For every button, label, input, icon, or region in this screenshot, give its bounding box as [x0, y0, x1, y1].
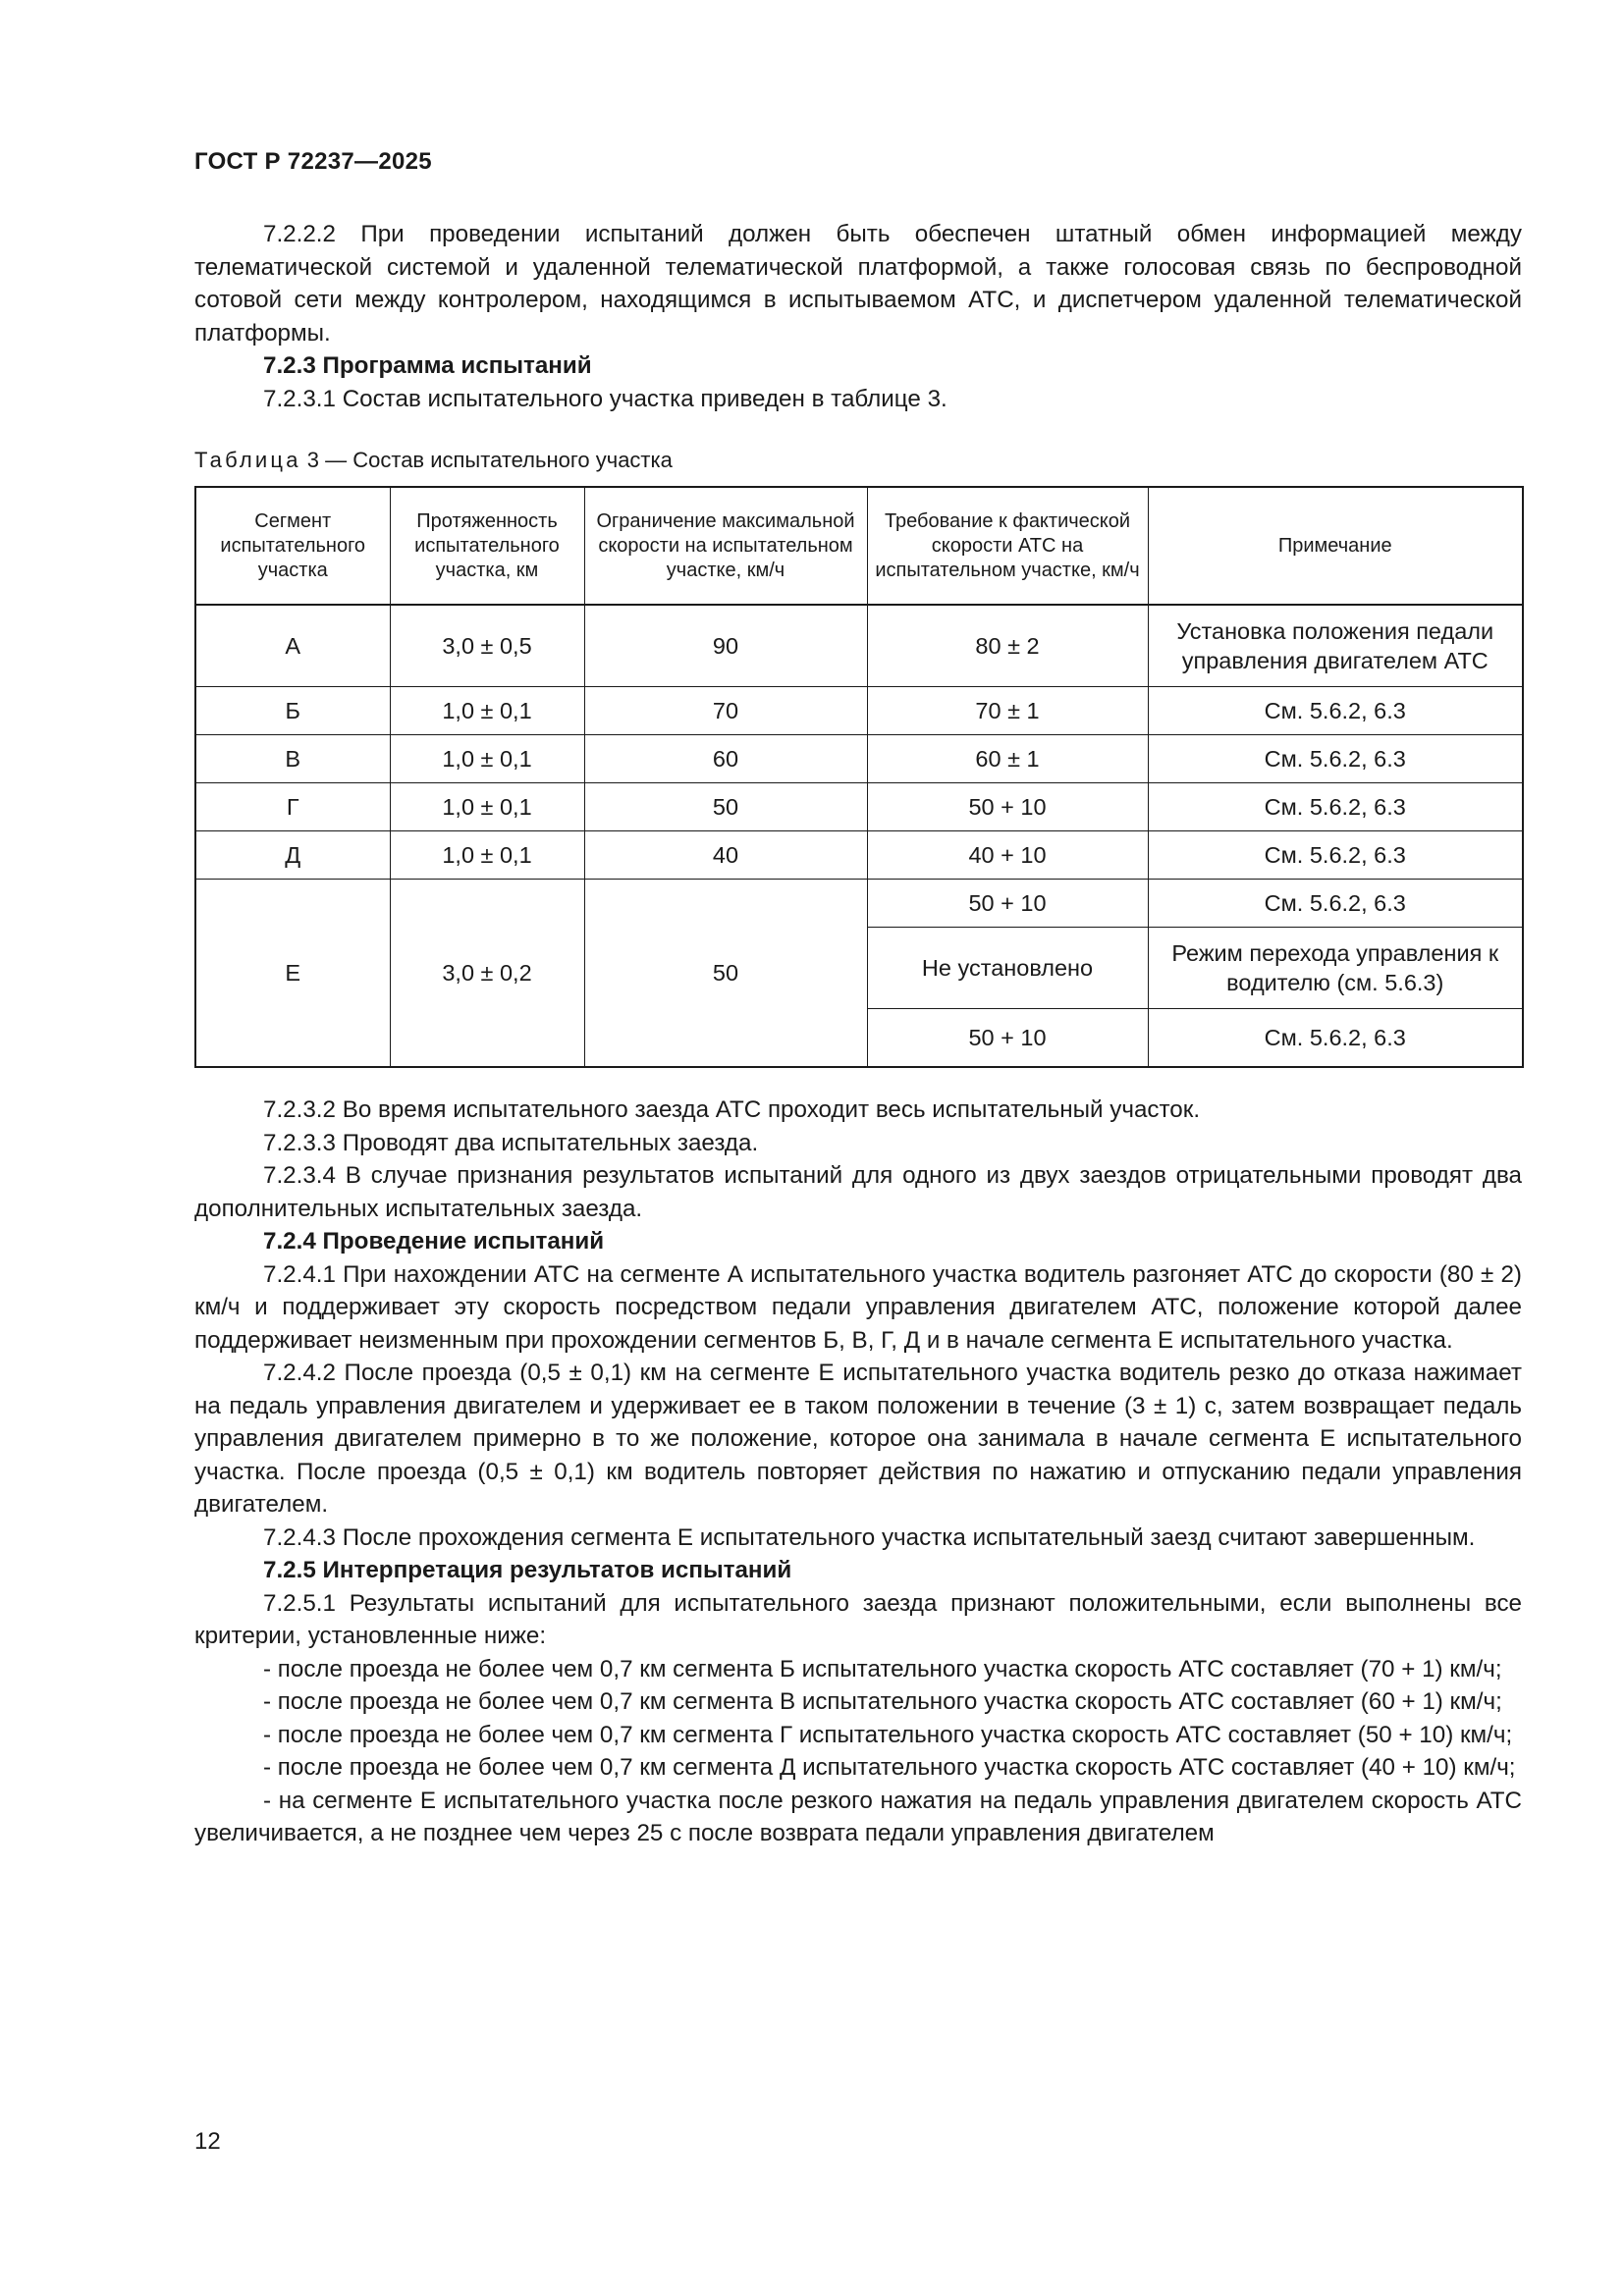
header-length: Протяженность испытательного участка, км — [390, 487, 584, 605]
cell-speed: 50 + 10 — [867, 880, 1148, 928]
paragraph-7-2-3-3: 7.2.3.3 Проводят два испытательных заезда. — [263, 1129, 759, 1156]
cell-speed: Не установлено — [867, 928, 1148, 1009]
cell-segment: Е — [195, 880, 390, 1068]
cell-note: См. 5.6.2, 6.3 — [1148, 687, 1523, 735]
table-caption-title: 3 — Состав испытательного участка — [300, 448, 673, 472]
heading-7-2-5: 7.2.5 Интерпретация результатов испытаний — [263, 1557, 792, 1583]
cell-segment: Г — [195, 783, 390, 831]
table-row — [195, 605, 1523, 687]
test-section-table — [194, 486, 1524, 1068]
criterion-item: - после проезда не более чем 0,7 км сегмента Д испытательного участка скорость АТС составляет (40 + 10) км/ч; — [263, 1754, 1516, 1781]
cell-limit: 50 — [584, 880, 867, 1068]
paragraph-7-2-3-1: 7.2.3.1 Состав испытательного участка приведен в таблице 3. — [263, 385, 947, 412]
table-caption — [194, 447, 1522, 474]
cell-note: См. 5.6.2, 6.3 — [1148, 1009, 1523, 1068]
cell-speed: 50 + 10 — [867, 783, 1148, 831]
cell-note: См. 5.6.2, 6.3 — [1148, 831, 1523, 880]
paragraph-7-2-3-2: 7.2.3.2 Во время испытательного заезда АТС проходит весь испытательный участок. — [263, 1096, 1201, 1123]
cell-length: 1,0 ± 0,1 — [390, 687, 584, 735]
document-page — [194, 147, 1522, 1850]
cell-speed: 40 + 10 — [867, 831, 1148, 880]
header-note: Примечание — [1148, 487, 1523, 605]
table-caption-label: Таблица — [194, 448, 301, 472]
table-row — [195, 783, 1523, 831]
cell-limit: 70 — [584, 687, 867, 735]
table-row — [195, 735, 1523, 783]
header-segment: Сегмент испытательного участка — [195, 487, 390, 605]
document-code-header: ГОСТ Р 72237—2025 — [194, 148, 432, 175]
page-number: 12 — [194, 2128, 221, 2155]
paragraph-7-2-2-2: 7.2.2.2 При проведении испытаний должен быть обеспечен штатный обмен информацией между телематической системой и удаленной телематической платформой, а также голосовая связь по беспроводной сотовой сети между контролером, находящимся в испытываемом АТС, и диспетчером удаленной телематической платформы. — [194, 221, 1522, 347]
header-speed-limit: Ограничение максимальной скорости на испытательном участке, км/ч — [584, 487, 867, 605]
cell-length: 1,0 ± 0,1 — [390, 783, 584, 831]
cell-length: 1,0 ± 0,1 — [390, 735, 584, 783]
paragraphs-after-table — [194, 1094, 1522, 1850]
cell-length: 3,0 ± 0,5 — [390, 605, 584, 687]
criterion-item: - после проезда не более чем 0,7 км сегмента Г испытательного участка скорость АТС составляет (50 + 10) км/ч; — [263, 1721, 1513, 1748]
criterion-item: - на сегменте Е испытательного участка после резкого нажатия на педаль управления двигателем скорость АТС увеличивается, а не позднее чем через 25 с после возврата педали управления двигателем — [194, 1787, 1522, 1846]
cell-note: См. 5.6.2, 6.3 — [1148, 735, 1523, 783]
paragraph-7-2-4-2: 7.2.4.2 После проезда (0,5 ± 0,1) км на сегменте Е испытательного участка водитель резко до отказа нажимает на педаль управления двигателем и удерживает ее в таком положении в течение (3 ± 1) с, затем возвращает педаль управления двигателем примерно в то же положение, которое она занимала в начале сегмента Е испытательного участка. После проезда (0,5 ± 0,1) км водитель повторяет действия по нажатию и отпусканию педали управления двигателем. — [194, 1360, 1522, 1518]
table-header-row — [195, 487, 1523, 605]
cell-speed: 50 + 10 — [867, 1009, 1148, 1068]
paragraph-7-2-4-3: 7.2.4.3 После прохождения сегмента Е испытательного участка испытательный заезд считают завершенным. — [263, 1523, 1476, 1551]
cell-note: Установка положения педали управления двигателем АТС — [1148, 605, 1523, 687]
cell-length: 1,0 ± 0,1 — [390, 831, 584, 880]
cell-note: См. 5.6.2, 6.3 — [1148, 783, 1523, 831]
cell-limit: 40 — [584, 831, 867, 880]
cell-speed: 80 ± 2 — [867, 605, 1148, 687]
heading-7-2-3: 7.2.3 Программа испытаний — [263, 352, 592, 379]
cell-segment: Б — [195, 687, 390, 735]
cell-length: 3,0 ± 0,2 — [390, 880, 584, 1068]
criterion-item: - после проезда не более чем 0,7 км сегмента Б испытательного участка скорость АТС составляет (70 + 1) км/ч; — [263, 1655, 1502, 1682]
cell-note: См. 5.6.2, 6.3 — [1148, 880, 1523, 928]
table-row — [195, 880, 1523, 928]
table-row — [195, 687, 1523, 735]
table-row — [195, 831, 1523, 880]
cell-segment: Д — [195, 831, 390, 880]
cell-segment: В — [195, 735, 390, 783]
cell-limit: 50 — [584, 783, 867, 831]
criterion-item: - после проезда не более чем 0,7 км сегмента В испытательного участка скорость АТС составляет (60 + 1) км/ч; — [263, 1688, 1502, 1715]
paragraphs-before-table — [194, 218, 1522, 415]
cell-limit: 90 — [584, 605, 867, 687]
header-speed-requirement: Требование к фактической скорости АТС на испытательном участке, км/ч — [867, 487, 1148, 605]
paragraph-7-2-4-1: 7.2.4.1 При нахождении АТС на сегменте А испытательного участка водитель разгоняет АТС до скорости (80 ± 2) км/ч и поддерживает эту скорость посредством педали управления двигателем АТС, положение которой далее поддерживает неизменным при прохождении сегментов Б, В, Г, Д и в начале сегмента Е испытательного участка. — [194, 1260, 1522, 1354]
cell-segment: А — [195, 605, 390, 687]
cell-note: Режим перехода управления к водителю (см. 5.6.3) — [1148, 928, 1523, 1009]
heading-7-2-4: 7.2.4 Проведение испытаний — [263, 1228, 605, 1255]
paragraph-7-2-5-1: 7.2.5.1 Результаты испытаний для испытательного заезда признают положительными, если выполнены все критерии, установленные ниже: — [194, 1589, 1522, 1649]
paragraph-7-2-3-4: 7.2.3.4 В случае признания результатов испытаний для одного из двух заездов отрицательными проводят два дополнительных испытательных заезда. — [194, 1162, 1522, 1222]
cell-speed: 60 ± 1 — [867, 735, 1148, 783]
cell-limit: 60 — [584, 735, 867, 783]
cell-speed: 70 ± 1 — [867, 687, 1148, 735]
